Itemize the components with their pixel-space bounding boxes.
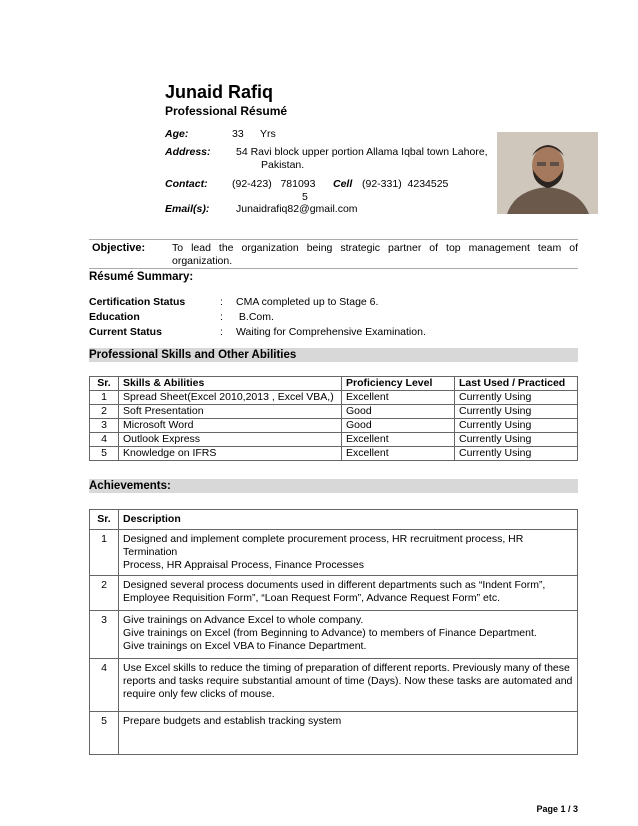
summary-label: Education — [89, 311, 140, 323]
table-cell: Knowledge on IFRS — [119, 447, 342, 461]
table-row — [90, 530, 578, 576]
table-cell: 2 — [90, 405, 119, 419]
column-header: Last Used / Practiced — [455, 377, 578, 391]
summary-label: Current Status — [89, 326, 162, 338]
table-cell: Outlook Express — [119, 433, 342, 447]
table-row — [90, 433, 578, 447]
age-unit: Yrs — [260, 128, 276, 140]
objective-text: To lead the organization being strategic partner of top management team of organization. — [172, 242, 578, 267]
table-row — [90, 447, 578, 461]
column-header: Skills & Abilities — [119, 377, 342, 391]
description-line: Give trainings on Excel VBA to Finance Department. — [123, 640, 367, 652]
table-cell — [119, 659, 578, 712]
table-cell: 5 — [90, 712, 119, 755]
candidate-name: Junaid Rafiq — [165, 82, 274, 102]
table-cell: Microsoft Word — [119, 419, 342, 433]
description-line: reports and tasks require substantial amount of time (Days). Now these tasks are automated and — [123, 675, 573, 687]
table-cell: Soft Presentation — [119, 405, 342, 419]
description-line: Prepare budgets and establish tracking system — [123, 715, 342, 727]
column-header: Sr. — [90, 510, 119, 530]
summary-row — [89, 326, 578, 339]
email-label: Email(s): — [165, 203, 210, 215]
table-cell: Currently Using — [455, 447, 578, 461]
contact-value: (92-423) 781093 — [232, 178, 316, 190]
table-header-row — [90, 377, 578, 391]
table-cell — [119, 576, 578, 611]
table-cell: 1 — [90, 391, 119, 405]
summary-colon: : — [220, 326, 223, 338]
table-cell: Excellent — [342, 391, 455, 405]
table-cell: Currently Using — [455, 419, 578, 433]
achievements-table — [89, 509, 578, 755]
page-number: Page 1 / 3 — [536, 804, 578, 814]
contact-label: Contact: — [165, 178, 208, 190]
column-header: Description — [119, 510, 578, 530]
table-cell: Currently Using — [455, 391, 578, 405]
table-row — [90, 611, 578, 659]
age-value: 33 — [232, 128, 244, 140]
cell-label: Cell — [333, 178, 353, 190]
address-label: Address: — [165, 146, 211, 158]
description-line: Process, HR Appraisal Process, Finance Processes — [123, 559, 365, 571]
table-cell: 5 — [90, 447, 119, 461]
summary-value: B.Com. — [236, 311, 274, 323]
table-cell: 1 — [90, 530, 119, 576]
table-cell: 3 — [90, 611, 119, 659]
table-cell: 2 — [90, 576, 119, 611]
table-cell: Currently Using — [455, 405, 578, 419]
summary-value: CMA completed up to Stage 6. — [236, 296, 379, 308]
description-line: require only few clicks of mouse. — [123, 688, 275, 700]
table-row — [90, 419, 578, 433]
table-cell: Currently Using — [455, 433, 578, 447]
description-line: Give trainings on Excel (from Beginning to Advance) to members of Finance Department. — [123, 627, 537, 639]
address-line2: Pakistan. — [261, 159, 305, 171]
description-line: Designed and implement complete procurement process, HR recruitment process, HR Termination — [123, 533, 524, 558]
summary-colon: : — [220, 311, 223, 323]
table-cell: 3 — [90, 419, 119, 433]
skills-table — [89, 376, 578, 461]
table-row — [90, 391, 578, 405]
summary-colon: : — [220, 296, 223, 308]
summary-title: Résumé Summary: — [89, 271, 194, 283]
cell-value: (92-331) 4234525 — [362, 178, 449, 190]
summary-value: Waiting for Comprehensive Examination. — [236, 326, 426, 338]
age-label: Age: — [165, 128, 189, 140]
description-line: Employee Requisition Form”, “Loan Request Form”, Advance Request Form” etc. — [123, 592, 500, 604]
table-cell: Excellent — [342, 433, 455, 447]
table-cell — [119, 712, 578, 755]
table-cell: 4 — [90, 433, 119, 447]
table-cell: Good — [342, 419, 455, 433]
column-header: Sr. — [90, 377, 119, 391]
description-line: Give trainings on Advance Excel to whole company. — [123, 614, 364, 626]
profile-photo — [497, 132, 598, 214]
table-header-row — [90, 510, 578, 530]
objective-label: Objective: — [92, 242, 146, 254]
table-cell — [119, 530, 578, 576]
email-value: Junaidrafiq82@gmail.com — [236, 203, 358, 215]
table-row — [90, 712, 578, 755]
objective-top-rule — [89, 239, 578, 240]
column-header: Proficiency Level — [342, 377, 455, 391]
table-row — [90, 576, 578, 611]
description-line: Designed several process documents used in different departments such as “Indent Form”, — [123, 579, 546, 591]
table-cell: Excellent — [342, 447, 455, 461]
table-cell: Good — [342, 405, 455, 419]
table-cell: Spread Sheet(Excel 2010,2013 , Excel VBA,) — [119, 391, 342, 405]
table-cell: 4 — [90, 659, 119, 712]
summary-row — [89, 311, 578, 324]
description-line: Use Excel skills to reduce the timing of preparation of different reports. Previously many of these — [123, 662, 570, 674]
summary-row — [89, 296, 578, 309]
table-cell — [119, 611, 578, 659]
summary-label: Certification Status — [89, 296, 186, 308]
resume-subtitle: Professional Résumé — [165, 104, 288, 118]
person-icon — [497, 132, 598, 214]
table-row — [90, 405, 578, 419]
objective-bottom-rule — [89, 268, 578, 269]
contact-value-cont: 5 — [302, 191, 308, 203]
address-line1: 54 Ravi block upper portion Allama Iqbal town Lahore, — [236, 146, 488, 158]
table-row — [90, 659, 578, 712]
achievements-section-title: Achievements: — [89, 479, 578, 493]
skills-section-title: Professional Skills and Other Abilities — [89, 348, 578, 362]
